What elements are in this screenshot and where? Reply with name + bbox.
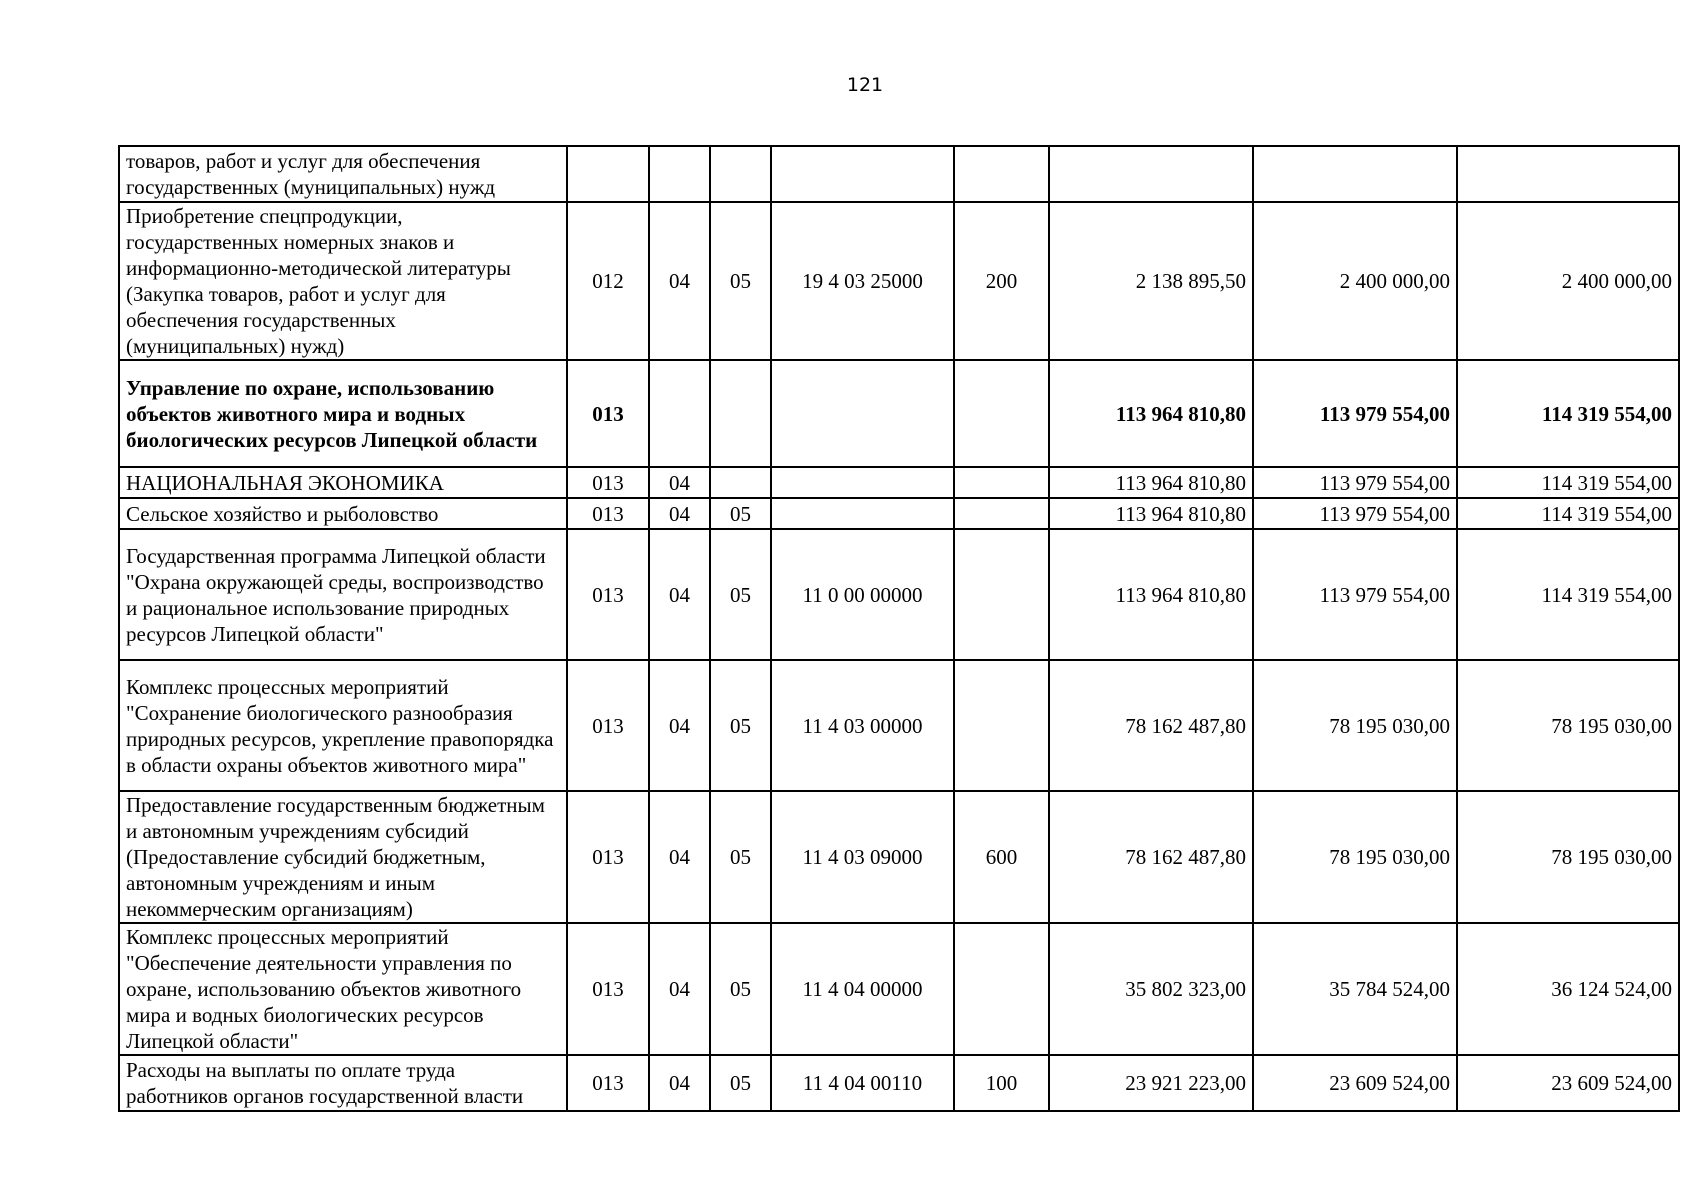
row-subsection-code: 05 — [710, 923, 771, 1055]
row-expense-type: 200 — [954, 202, 1049, 360]
row-amount-year-1: 78 162 487,80 — [1049, 660, 1253, 791]
row-target-article: 11 4 04 00110 — [771, 1055, 954, 1111]
row-amount-year-1: 2 138 895,50 — [1049, 202, 1253, 360]
row-subsection-code: 05 — [710, 791, 771, 923]
row-name: Приобретение спецпродукции, государственных номерных знаков и информационно-методической литературы (Закупка товаров, работ и услуг для обеспечения государственных (муниципальных) нужд) — [119, 202, 567, 360]
row-ministry-code: 013 — [567, 1055, 649, 1111]
row-target-article — [771, 360, 954, 467]
row-name: Сельское хозяйство и рыболовство — [119, 498, 567, 529]
row-expense-type — [954, 660, 1049, 791]
row-amount-year-2: 113 979 554,00 — [1253, 498, 1457, 529]
row-section-code: 04 — [649, 467, 710, 498]
row-subsection-code — [710, 146, 771, 202]
row-target-article: 11 4 03 00000 — [771, 660, 954, 791]
row-subsection-code: 05 — [710, 660, 771, 791]
row-amount-year-3: 2 400 000,00 — [1457, 202, 1679, 360]
row-target-article — [771, 467, 954, 498]
row-section-code — [649, 146, 710, 202]
table-row — [119, 923, 1679, 1055]
row-amount-year-1: 35 802 323,00 — [1049, 923, 1253, 1055]
table-row — [119, 498, 1679, 529]
row-name: НАЦИОНАЛЬНАЯ ЭКОНОМИКА — [119, 467, 567, 498]
row-amount-year-1: 113 964 810,80 — [1049, 498, 1253, 529]
row-amount-year-3: 23 609 524,00 — [1457, 1055, 1679, 1111]
row-amount-year-3: 78 195 030,00 — [1457, 791, 1679, 923]
row-target-article: 11 0 00 00000 — [771, 529, 954, 660]
table-row — [119, 529, 1679, 660]
row-amount-year-2: 113 979 554,00 — [1253, 360, 1457, 467]
row-amount-year-1: 113 964 810,80 — [1049, 360, 1253, 467]
row-amount-year-3: 114 319 554,00 — [1457, 360, 1679, 467]
row-name: товаров, работ и услуг для обеспечения государственных (муниципальных) нужд — [119, 146, 567, 202]
row-amount-year-2 — [1253, 146, 1457, 202]
row-ministry-code — [567, 146, 649, 202]
row-subsection-code: 05 — [710, 498, 771, 529]
row-section-code: 04 — [649, 498, 710, 529]
row-amount-year-2: 35 784 524,00 — [1253, 923, 1457, 1055]
row-section-code: 04 — [649, 202, 710, 360]
row-name: Расходы на выплаты по оплате труда работников органов государственной власти — [119, 1055, 567, 1111]
row-subsection-code: 05 — [710, 202, 771, 360]
row-expense-type — [954, 467, 1049, 498]
table-row — [119, 202, 1679, 360]
row-target-article — [771, 498, 954, 529]
row-target-article: 19 4 03 25000 — [771, 202, 954, 360]
table-row — [119, 660, 1679, 791]
row-name: Комплекс процессных мероприятий "Сохранение биологического разнообразия природных ресурсов, укрепление правопорядка в области охраны объектов животного мира" — [119, 660, 567, 791]
row-subsection-code — [710, 467, 771, 498]
row-amount-year-1: 78 162 487,80 — [1049, 791, 1253, 923]
row-amount-year-1 — [1049, 146, 1253, 202]
row-ministry-code: 013 — [567, 467, 649, 498]
row-target-article: 11 4 03 09000 — [771, 791, 954, 923]
row-amount-year-1: 113 964 810,80 — [1049, 467, 1253, 498]
row-name: Комплекс процессных мероприятий "Обеспечение деятельности управления по охране, использованию объектов животного мира и водных биологических ресурсов Липецкой области" — [119, 923, 567, 1055]
row-subsection-code — [710, 360, 771, 467]
row-target-article — [771, 146, 954, 202]
row-ministry-code: 013 — [567, 923, 649, 1055]
row-amount-year-2: 113 979 554,00 — [1253, 529, 1457, 660]
row-section-code: 04 — [649, 529, 710, 660]
row-amount-year-1: 113 964 810,80 — [1049, 529, 1253, 660]
row-section-code: 04 — [649, 791, 710, 923]
row-target-article: 11 4 04 00000 — [771, 923, 954, 1055]
budget-table — [118, 145, 1680, 1112]
row-amount-year-2: 23 609 524,00 — [1253, 1055, 1457, 1111]
row-amount-year-3: 114 319 554,00 — [1457, 498, 1679, 529]
table-row — [119, 791, 1679, 923]
row-expense-type — [954, 529, 1049, 660]
row-amount-year-2: 113 979 554,00 — [1253, 467, 1457, 498]
row-expense-type — [954, 146, 1049, 202]
row-amount-year-3: 36 124 524,00 — [1457, 923, 1679, 1055]
row-section-code: 04 — [649, 660, 710, 791]
row-expense-type: 100 — [954, 1055, 1049, 1111]
row-ministry-code: 013 — [567, 360, 649, 467]
row-amount-year-3: 114 319 554,00 — [1457, 529, 1679, 660]
row-expense-type: 600 — [954, 791, 1049, 923]
row-amount-year-1: 23 921 223,00 — [1049, 1055, 1253, 1111]
row-ministry-code: 013 — [567, 791, 649, 923]
row-amount-year-3 — [1457, 146, 1679, 202]
table-row — [119, 1055, 1679, 1111]
table-row — [119, 360, 1679, 467]
row-section-code: 04 — [649, 923, 710, 1055]
row-name: Управление по охране, использованию объектов животного мира и водных биологических ресурсов Липецкой области — [119, 360, 567, 467]
row-ministry-code: 013 — [567, 498, 649, 529]
row-expense-type — [954, 498, 1049, 529]
row-amount-year-2: 78 195 030,00 — [1253, 660, 1457, 791]
row-expense-type — [954, 360, 1049, 467]
table-row — [119, 467, 1679, 498]
row-section-code — [649, 360, 710, 467]
row-amount-year-3: 114 319 554,00 — [1457, 467, 1679, 498]
row-name: Государственная программа Липецкой области "Охрана окружающей среды, воспроизводство и рациональное использование природных ресурсов Липецкой области" — [119, 529, 567, 660]
row-subsection-code: 05 — [710, 529, 771, 660]
row-name: Предоставление государственным бюджетным и автономным учреждениям субсидий (Предоставление субсидий бюджетным, автономным учреждениям и иным некоммерческим организациям) — [119, 791, 567, 923]
row-ministry-code: 013 — [567, 529, 649, 660]
page-number: 121 — [846, 74, 884, 96]
row-amount-year-2: 2 400 000,00 — [1253, 202, 1457, 360]
row-subsection-code: 05 — [710, 1055, 771, 1111]
row-ministry-code: 012 — [567, 202, 649, 360]
row-amount-year-3: 78 195 030,00 — [1457, 660, 1679, 791]
row-expense-type — [954, 923, 1049, 1055]
table-row — [119, 146, 1679, 202]
row-section-code: 04 — [649, 1055, 710, 1111]
row-ministry-code: 013 — [567, 660, 649, 791]
row-amount-year-2: 78 195 030,00 — [1253, 791, 1457, 923]
